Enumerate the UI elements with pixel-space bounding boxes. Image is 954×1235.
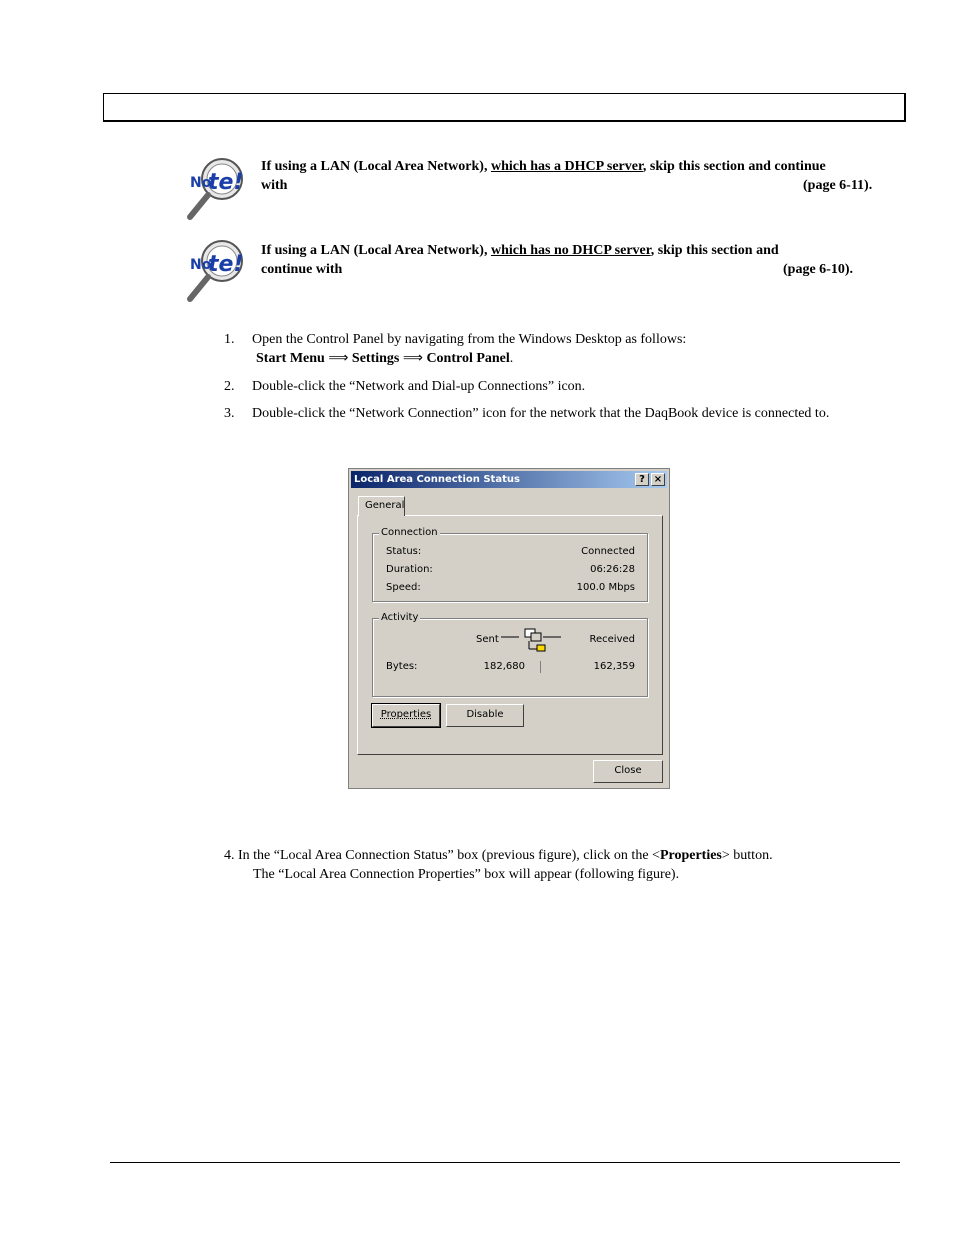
close-x-button[interactable] <box>651 473 665 486</box>
svg-text:No: No <box>190 175 212 191</box>
svg-text:te!: te! <box>208 170 244 195</box>
local-area-connection-status-dialog <box>348 468 670 789</box>
help-button[interactable] <box>635 473 649 486</box>
step-number: 3. <box>224 406 235 421</box>
period: . <box>509 351 514 366</box>
network-computers-icon <box>501 627 561 655</box>
section-header-box <box>103 93 906 122</box>
svg-text:te!: te! <box>208 252 244 277</box>
arrow-icon: ⟹ <box>328 351 349 366</box>
step-number: 4. <box>224 848 235 863</box>
properties-button[interactable] <box>372 704 440 727</box>
help-icon: ? <box>639 474 645 485</box>
received-label: Received <box>589 634 635 645</box>
bytes-label: Bytes: <box>386 661 418 672</box>
step-4-line2: The “Local Area Connection Properties” box will appear (following figure). <box>253 867 680 882</box>
status-label: Status: <box>386 546 422 557</box>
note-text-part: with <box>261 178 288 193</box>
note-text-part: If using a LAN (Local Area Network), <box>261 243 491 258</box>
speed-label: Speed: <box>386 582 421 593</box>
step-4 <box>224 848 773 864</box>
svg-text:No: No <box>190 257 212 273</box>
step-number: 1. <box>224 332 235 347</box>
note-magnifier-icon <box>184 239 250 305</box>
note-text-part: continue with <box>261 262 343 277</box>
note-text <box>261 241 901 279</box>
tab-general[interactable] <box>358 496 405 516</box>
activity-group <box>372 612 648 697</box>
dialog-titlebar <box>351 471 667 488</box>
bytes-sent-value: 182,680 <box>483 661 525 672</box>
close-button[interactable] <box>593 760 663 783</box>
step-text: Open the Control Panel by navigating from the Windows Desktop as follows: <box>252 332 687 347</box>
step-1-path <box>256 349 513 368</box>
duration-value: 06:26:28 <box>590 564 635 575</box>
path-settings: Settings <box>351 351 400 366</box>
step-text: > button. <box>721 848 773 863</box>
step-number: 2. <box>224 379 235 394</box>
dialog-title: Local Area Connection Status <box>354 474 520 485</box>
note-text-part: If using a LAN (Local Area Network), <box>261 159 491 174</box>
status-value: Connected <box>581 546 635 557</box>
path-start-menu: Start Menu <box>256 351 325 366</box>
note-underlined-text: which has a DHCP server <box>490 159 643 174</box>
path-control-panel: Control Panel <box>426 351 510 366</box>
tab-label: General <box>365 500 405 511</box>
note-page-ref: (page 6-11). <box>803 178 873 193</box>
bytes-received-value: 162,359 <box>593 661 635 672</box>
connection-group <box>372 527 648 602</box>
speed-value: 100.0 Mbps <box>576 582 635 593</box>
activity-divider <box>540 661 541 673</box>
activity-legend: Activity <box>381 612 419 623</box>
connection-legend: Connection <box>381 527 438 538</box>
properties-bold: Properties <box>659 848 722 863</box>
disable-button[interactable] <box>446 704 524 727</box>
general-panel <box>357 515 663 755</box>
note-text <box>261 157 901 195</box>
step-text: Double-click the “Network and Dial-up Connections” icon. <box>252 379 586 394</box>
note-text-part: , skip this section and continue <box>642 159 826 174</box>
close-label: Close <box>614 765 642 776</box>
note-magnifier-icon <box>184 157 250 223</box>
note-underlined-text: which has no DHCP server <box>490 243 651 258</box>
step-text: In the “Local Area Connection Status” box (previous figure), click on the < <box>238 848 660 863</box>
properties-label: Properties <box>380 709 432 720</box>
footer-rule <box>110 1162 900 1163</box>
step-text: Double-click the “Network Connection” icon for the network that the DaqBook device is connected to. <box>252 406 830 421</box>
note-page-ref: (page 6-10). <box>783 262 853 277</box>
close-icon: × <box>653 474 663 485</box>
arrow-icon: ⟹ <box>402 351 423 366</box>
duration-label: Duration: <box>386 564 433 575</box>
disable-label: Disable <box>466 709 504 720</box>
sent-label: Sent <box>476 634 499 645</box>
note-text-part: , skip this section and <box>650 243 779 258</box>
